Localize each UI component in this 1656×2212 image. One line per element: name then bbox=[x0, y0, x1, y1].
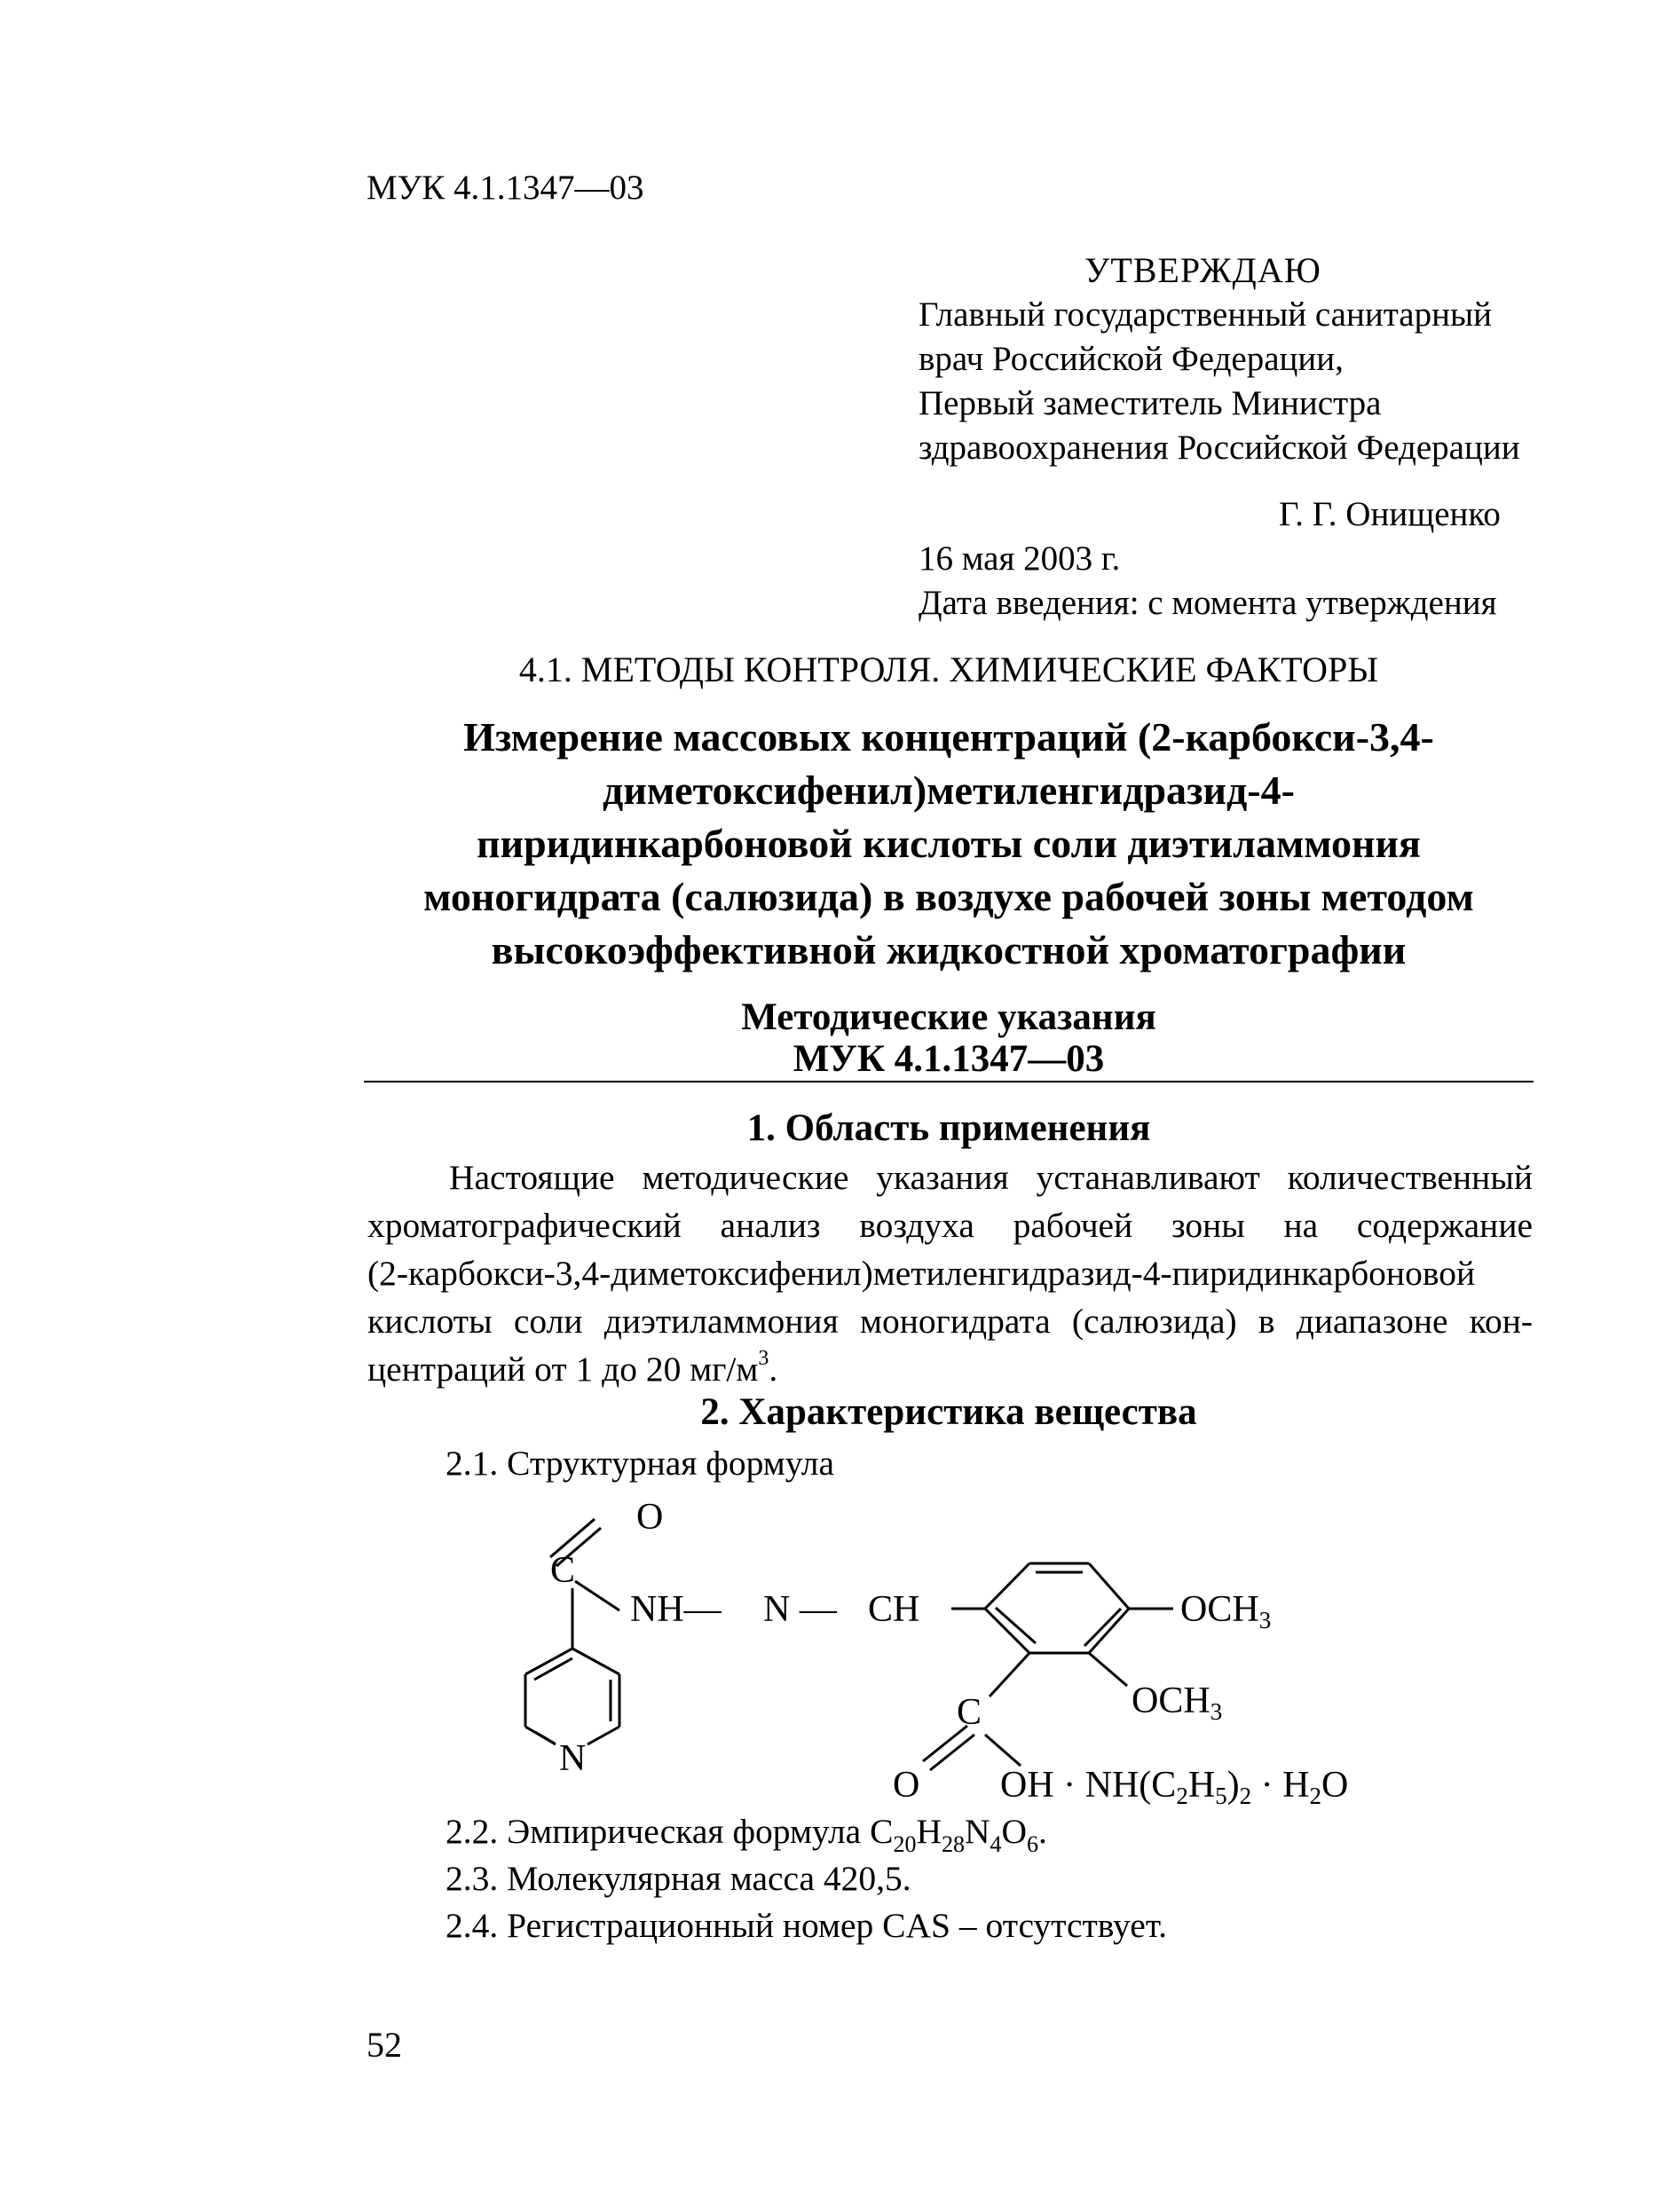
formula-o: O bbox=[1001, 1812, 1028, 1851]
paragraph-line-last bbox=[367, 1345, 1533, 1393]
salt-group bbox=[1000, 1765, 1348, 1809]
horizontal-rule bbox=[364, 1081, 1534, 1082]
formula-n-count: 4 bbox=[990, 1831, 1002, 1857]
section1-paragraph bbox=[367, 1153, 1533, 1393]
section2-heading: 2. Характеристика вещества bbox=[700, 1391, 1197, 1433]
formula-n: N bbox=[964, 1812, 990, 1851]
formula-bonds bbox=[525, 1519, 1173, 1770]
subscript: 3 bbox=[1258, 1607, 1272, 1633]
title-line: Измерение массовых концентраций (2-карбокси-3,4- bbox=[463, 714, 1434, 760]
atom-o-lower: O bbox=[893, 1765, 920, 1806]
atom-c-lower: C bbox=[957, 1692, 982, 1733]
approval-date: 16 мая 2003 г. bbox=[919, 539, 1121, 578]
paragraph-line: хроматографический анализ воздуха рабочей зоны на содержание bbox=[367, 1206, 1533, 1245]
doc-code-header: МУК 4.1.1347—03 bbox=[367, 169, 644, 207]
atom-ch: CH bbox=[868, 1589, 920, 1630]
group-text: H bbox=[1187, 1765, 1216, 1806]
item-2-2 bbox=[446, 1812, 1047, 1857]
group-och3-lower bbox=[1132, 1681, 1222, 1725]
subtitle-line: Методические указания bbox=[741, 996, 1156, 1038]
group-text: O bbox=[1321, 1765, 1349, 1806]
subscript: 2 bbox=[1239, 1783, 1252, 1809]
formula-c: C bbox=[870, 1812, 894, 1851]
title-line: диметоксифенил)метиленгидразид-4- bbox=[603, 768, 1295, 813]
section-header: 4.1. МЕТОДЫ КОНТРОЛЯ. ХИМИЧЕСКИЕ ФАКТОРЫ bbox=[518, 649, 1379, 689]
subscript: 2 bbox=[1176, 1783, 1188, 1809]
title-line: моногидрата (салюзида) в воздухе рабочей зоны методом bbox=[423, 874, 1474, 919]
item-text: 2.2. Эмпирическая формула bbox=[446, 1812, 871, 1851]
superscript: 3 bbox=[758, 1347, 769, 1370]
item-2-3: 2.3. Молекулярная масса 420,5. bbox=[446, 1859, 911, 1898]
period: . bbox=[769, 1350, 778, 1389]
group-och3-top bbox=[1180, 1589, 1271, 1633]
page-number: 52 bbox=[367, 2025, 402, 2065]
formula-h-count: 28 bbox=[941, 1831, 965, 1857]
paragraph-line: (2-карбокси-3,4-диметоксифенил)метиленгидразид-4-пиридинкарбоновой bbox=[367, 1254, 1476, 1293]
title-line: высокоэффективной жидкостной хроматографии bbox=[491, 927, 1407, 972]
approval-line: Первый заместитель Министра bbox=[919, 384, 1382, 422]
subscript: 3 bbox=[1210, 1698, 1223, 1725]
atom-c-top: C bbox=[550, 1550, 576, 1591]
formula-o-count: 6 bbox=[1027, 1831, 1039, 1857]
subtitle-code: МУК 4.1.1347—03 bbox=[793, 1038, 1105, 1080]
subscript: 5 bbox=[1215, 1783, 1227, 1809]
effective-date: Дата введения: с момента утверждения bbox=[919, 584, 1497, 622]
group-text: · H bbox=[1251, 1765, 1310, 1806]
item-2-1: 2.1. Структурная формула bbox=[446, 1444, 835, 1483]
approval-heading: УТВЕРЖДАЮ bbox=[1084, 250, 1321, 290]
formula-h: H bbox=[916, 1812, 942, 1851]
title-line: пиридинкарбоновой кислоты соли диэтиламмония bbox=[477, 821, 1421, 866]
atom-n: N — bbox=[763, 1589, 837, 1630]
paragraph-line: Настоящие методические указания устанавливают количественный bbox=[449, 1158, 1533, 1197]
approval-line: здравоохранения Российской Федерации bbox=[919, 429, 1520, 467]
group-text: OCH bbox=[1132, 1681, 1210, 1721]
group-text: ) bbox=[1226, 1765, 1240, 1806]
atom-o-top: O bbox=[636, 1497, 664, 1538]
atom-n-ring: N bbox=[559, 1738, 587, 1779]
signatory-name: Г. Г. Онищенко bbox=[1279, 495, 1501, 533]
paragraph-line: кислоты соли диэтиламмония моногидрата (салюзида) в диапазоне кон- bbox=[367, 1302, 1533, 1341]
atom-nh: NH— bbox=[630, 1589, 722, 1630]
group-text: OCH bbox=[1180, 1589, 1259, 1630]
approval-line: Главный государственный санитарный bbox=[919, 295, 1493, 334]
period: . bbox=[1038, 1812, 1047, 1851]
subscript: 2 bbox=[1309, 1783, 1321, 1809]
section1-heading: 1. Область применения bbox=[746, 1107, 1151, 1149]
formula-c-count: 20 bbox=[893, 1831, 917, 1857]
group-text: OH · NH(C bbox=[1000, 1765, 1177, 1806]
approval-line: врач Российской Федерации, bbox=[919, 340, 1344, 378]
paragraph-text: центраций от 1 до 20 мг/м bbox=[367, 1350, 759, 1389]
item-2-4: 2.4. Регистрационный номер CAS – отсутствует. bbox=[446, 1906, 1167, 1945]
